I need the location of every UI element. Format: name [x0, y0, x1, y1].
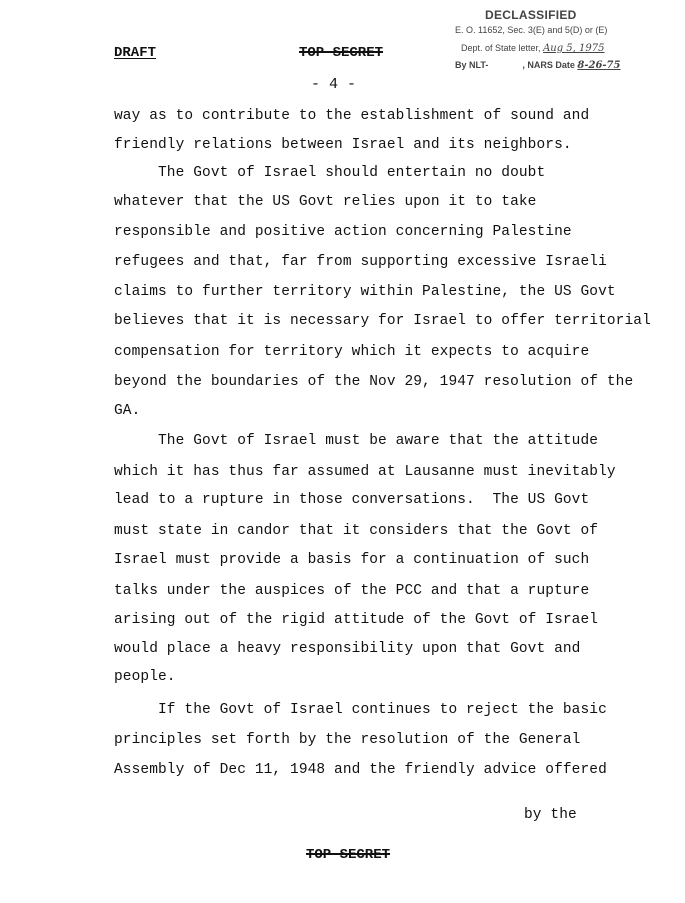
- body-line: talks under the auspices of the PCC and that a rupture: [114, 583, 590, 599]
- body-line: principles set forth by the resolution of the General: [114, 732, 581, 748]
- stamp-nars-line: [455, 60, 620, 71]
- body-line: people.: [114, 669, 176, 685]
- body-line: whatever that the US Govt relies upon it to take: [114, 194, 537, 210]
- classification-header: TOP SECRET: [299, 45, 384, 61]
- stamp-nars-date: 8-26-75: [577, 60, 621, 71]
- body-line: arising out of the rigid attitude of the Govt of Israel: [114, 612, 599, 628]
- body-line: must state in candor that it considers that the Govt of: [114, 523, 599, 539]
- body-line: compensation for territory which it expects to acquire: [114, 344, 590, 360]
- body-line: Assembly of Dec 11, 1948 and the friendly advice offered: [114, 762, 607, 778]
- body-line: GA.: [114, 403, 141, 419]
- stamp-letter-date: Aug 5, 1975: [543, 43, 605, 54]
- body-line: responsible and positive action concerning Palestine: [114, 224, 572, 240]
- stamp-nlt-label: By NLT-: [455, 60, 489, 70]
- stamp-nars-label: , NARS Date: [522, 60, 575, 70]
- classification-footer: TOP SECRET: [306, 847, 391, 863]
- body-line: beyond the boundaries of the Nov 29, 1947 resolution of the: [114, 374, 634, 390]
- body-line: believes that it is necessary for Israel to offer territorial: [114, 313, 651, 329]
- body-line: If the Govt of Israel continues to reject the basic: [114, 702, 607, 718]
- body-line: way as to contribute to the establishment of sound and: [114, 108, 590, 124]
- stamp-title: DECLASSIFIED: [485, 8, 577, 22]
- body-line: Israel must provide a basis for a continuation of such: [114, 552, 590, 568]
- body-line: would place a heavy responsibility upon that Govt and: [114, 641, 581, 657]
- body-line: refugees and that, far from supporting excessive Israeli: [114, 254, 607, 270]
- body-line: lead to a rupture in those conversations. The US Govt: [114, 492, 590, 508]
- continuation-text: by the: [524, 807, 577, 823]
- body-line: friendly relations between Israel and its neighbors.: [114, 137, 572, 153]
- body-line: claims to further territory within Palestine, the US Govt: [114, 284, 616, 300]
- stamp-authority-line: E. O. 11652, Sec. 3(E) and 5(D) or (E): [455, 25, 608, 35]
- stamp-letter-line: [461, 43, 604, 54]
- stamp-letter-label: Dept. of State letter,: [461, 43, 541, 53]
- draft-label: DRAFT: [114, 45, 157, 61]
- body-line: which it has thus far assumed at Lausanne must inevitably: [114, 464, 616, 480]
- body-line: The Govt of Israel should entertain no doubt: [114, 165, 546, 181]
- body-line: The Govt of Israel must be aware that the attitude: [114, 433, 599, 449]
- page-number: - 4 -: [311, 76, 357, 93]
